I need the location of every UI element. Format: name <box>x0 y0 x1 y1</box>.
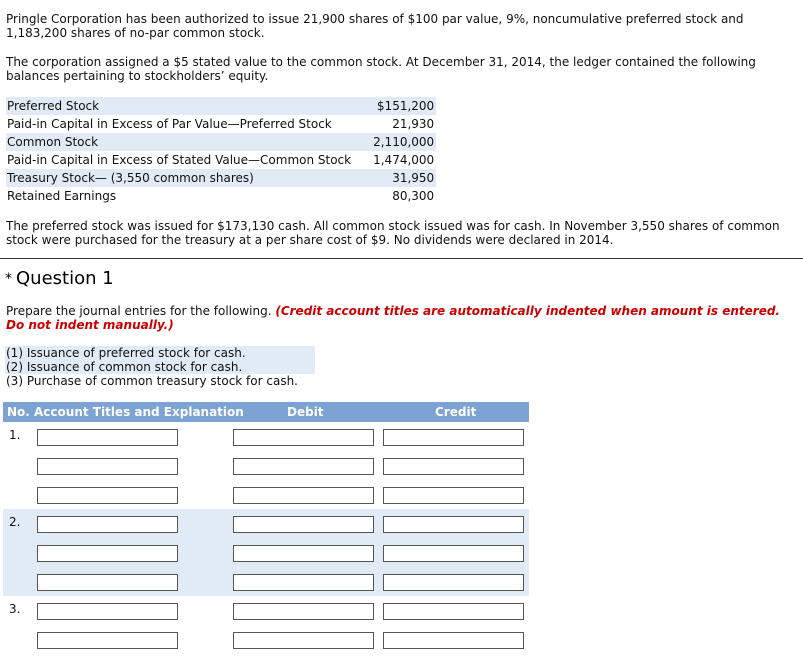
debit-input[interactable] <box>233 632 374 649</box>
ledger-amount: $151,200 <box>353 97 436 115</box>
ledger-amount: 2,110,000 <box>353 133 436 151</box>
journal-row <box>3 451 529 480</box>
ledger-balances-table <box>6 97 436 205</box>
ledger-row <box>6 115 436 133</box>
question-heading <box>5 268 114 290</box>
journal-entry-table <box>3 402 529 654</box>
ledger-account: Treasury Stock— (3,550 common shares) <box>6 169 353 187</box>
journal-row <box>3 625 529 654</box>
instructions <box>6 304 796 332</box>
header-credit: Credit <box>435 405 477 419</box>
question-title: Question 1 <box>16 268 114 289</box>
credit-input[interactable] <box>383 603 524 620</box>
credit-input[interactable] <box>383 545 524 562</box>
ledger-row <box>6 151 436 169</box>
ledger-account: Common Stock <box>6 133 353 151</box>
debit-input[interactable] <box>233 574 374 591</box>
credit-input[interactable] <box>383 487 524 504</box>
journal-row <box>3 567 529 596</box>
account-title-input[interactable] <box>37 458 178 475</box>
problem-intro: Pringle Corporation has been authorized to issue 21,900 shares of $100 par value, 9%, noncumulative preferred stock and 1,183,200 shares of no-par common stock. <box>6 12 744 40</box>
journal-row <box>3 509 529 538</box>
debit-input[interactable] <box>233 545 374 562</box>
credit-input[interactable] <box>383 429 524 446</box>
journal-row <box>3 538 529 567</box>
debit-input[interactable] <box>233 487 374 504</box>
debit-input[interactable] <box>233 458 374 475</box>
entry-number: 3. <box>9 602 21 616</box>
debit-input[interactable] <box>233 429 374 446</box>
transaction-item: (2) Issuance of common stock for cash. <box>5 360 315 374</box>
required-star: * <box>5 271 12 287</box>
account-title-input[interactable] <box>37 429 178 446</box>
debit-input[interactable] <box>233 603 374 620</box>
problem-ledger-intro: The corporation assigned a $5 stated value to the common stock. At December 31, 2014, the ledger contained the following balances pertaining to stockholders’ equity. <box>6 55 756 83</box>
section-divider <box>0 258 803 259</box>
journal-row <box>3 596 529 625</box>
journal-header <box>3 402 529 422</box>
entry-number: 1. <box>9 428 21 442</box>
account-title-input[interactable] <box>37 545 178 562</box>
instructions-text: Prepare the journal entries for the following. <box>6 304 276 318</box>
ledger-account: Preferred Stock <box>6 97 353 115</box>
header-debit: Debit <box>287 405 324 419</box>
entry-number: 2. <box>9 515 21 529</box>
ledger-row <box>6 133 436 151</box>
journal-row <box>3 480 529 509</box>
instructions-note: (Credit account titles are automatically indented when amount is entered. Do not indent manually.) <box>6 304 780 332</box>
transaction-item: (3) Purchase of common treasury stock for cash. <box>6 374 298 388</box>
problem-details: The preferred stock was issued for $173,130 cash. All common stock issued was for cash. In November 3,550 shares of common stock were purchased for the treasury at a per share cost of $9. No dividends were declared in 2014. <box>6 219 780 247</box>
transaction-list <box>5 346 315 388</box>
account-title-input[interactable] <box>37 516 178 533</box>
ledger-amount: 21,930 <box>392 117 435 131</box>
credit-input[interactable] <box>383 458 524 475</box>
credit-input[interactable] <box>383 516 524 533</box>
account-title-input[interactable] <box>37 603 178 620</box>
account-title-input[interactable] <box>37 487 178 504</box>
ledger-account: Paid-in Capital in Excess of Stated Value—Common Stock <box>7 153 352 167</box>
header-account-titles: No. Account Titles and Explanation <box>7 405 244 419</box>
ledger-row <box>6 97 436 115</box>
account-title-input[interactable] <box>37 632 178 649</box>
debit-input[interactable] <box>233 516 374 533</box>
ledger-amount: 31,950 <box>353 169 436 187</box>
credit-input[interactable] <box>383 632 524 649</box>
ledger-account: Paid-in Capital in Excess of Par Value—Preferred Stock <box>7 117 332 131</box>
ledger-account: Retained Earnings <box>7 189 117 203</box>
ledger-amount: 80,300 <box>392 189 435 203</box>
ledger-row <box>6 187 436 205</box>
account-title-input[interactable] <box>37 574 178 591</box>
ledger-amount: 1,474,000 <box>373 153 435 167</box>
credit-input[interactable] <box>383 574 524 591</box>
transaction-item: (1) Issuance of preferred stock for cash. <box>5 346 315 360</box>
ledger-row <box>6 169 436 187</box>
journal-row <box>3 422 529 451</box>
